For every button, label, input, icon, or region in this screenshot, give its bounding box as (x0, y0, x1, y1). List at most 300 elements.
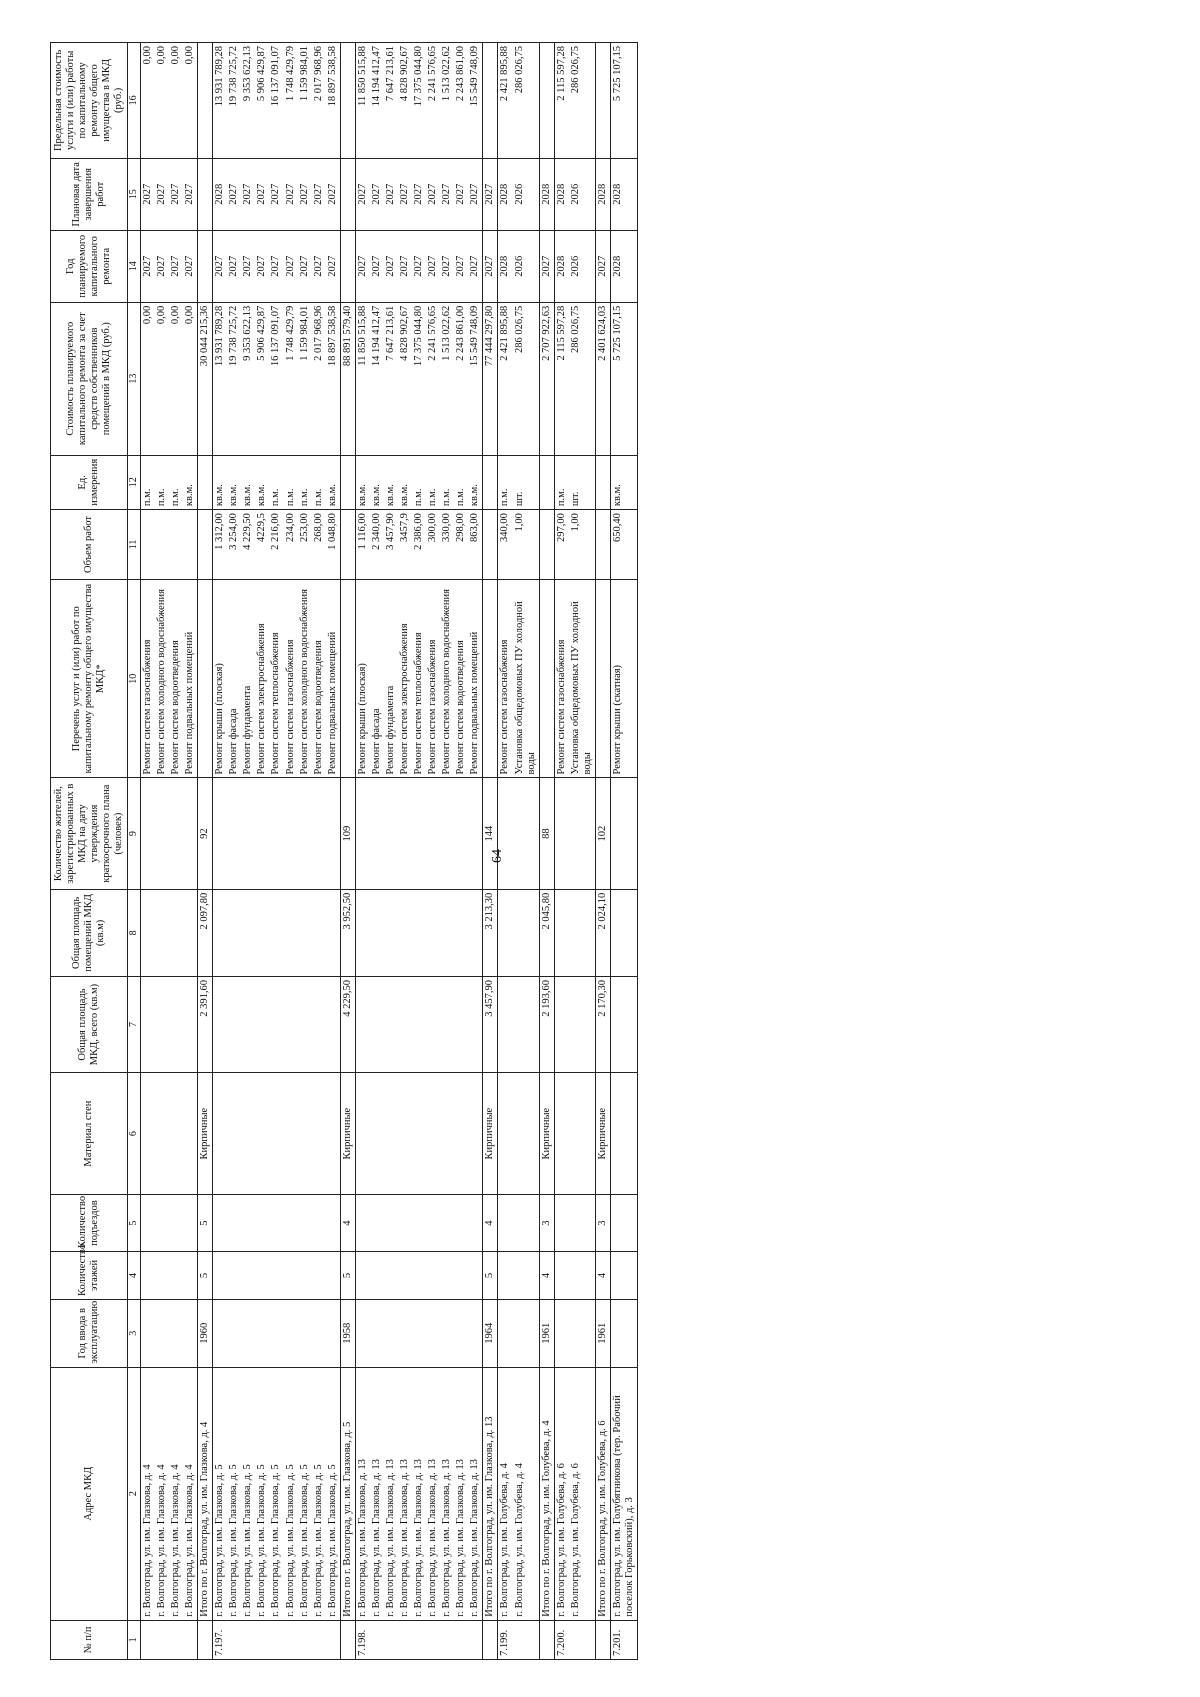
residents-cell (255, 778, 269, 889)
total-area-cell (155, 977, 169, 1073)
total-area-cell: 2 193,60 (539, 977, 554, 1073)
planned-year-cell (198, 230, 213, 302)
floors-cell (227, 1251, 241, 1299)
unit-cell (595, 455, 610, 510)
floors-cell (468, 1251, 483, 1299)
total-area-cell (298, 977, 312, 1073)
column-header: Общая площадь МКД, всего (кв.м) (51, 977, 128, 1073)
address-cell: г. Волгоград, ул. им. Голубева, д. 4 (513, 1367, 540, 1620)
address-cell: г. Волгоград, ул. им. Глазкова, д. 4 (183, 1367, 198, 1620)
work-type-cell: Ремонт систем водоотведения (312, 579, 326, 778)
column-number: 15 (128, 158, 141, 230)
residents-cell (312, 778, 326, 889)
total-area-cell (284, 977, 298, 1073)
unit-cell: п.м. (155, 455, 169, 510)
table-row (426, 43, 440, 1660)
end-date-cell: 2027 (355, 158, 370, 230)
unit-cell: шт. (513, 455, 540, 510)
table-row (412, 43, 426, 1660)
row-number (140, 1620, 155, 1659)
premises-area-cell (398, 889, 412, 976)
volume-cell: 3 254,00 (227, 510, 241, 580)
address-cell: г. Волгоград, ул. им. Глазкова, д. 4 (169, 1367, 183, 1620)
entrances-cell (610, 1195, 637, 1252)
wall-material-cell (312, 1073, 326, 1195)
table-row (468, 43, 483, 1660)
year-built-cell (183, 1299, 198, 1367)
wall-material-cell (384, 1073, 398, 1195)
total-area-cell (312, 977, 326, 1073)
work-type-cell: Ремонт систем электроснабжения (255, 579, 269, 778)
premises-area-cell (569, 889, 596, 976)
volume-cell: 4229,5 (255, 510, 269, 580)
total-area-cell (326, 977, 341, 1073)
entrances-cell (269, 1195, 283, 1252)
limit-cost-cell: 286 026,75 (569, 43, 596, 159)
table-row (284, 43, 298, 1660)
work-type-cell: Ремонт систем теплоснабжения (269, 579, 283, 778)
end-date-cell: 2027 (398, 158, 412, 230)
volume-cell: 1 312,00 (213, 510, 228, 580)
premises-area-cell (227, 889, 241, 976)
work-type-cell: Ремонт фундамента (384, 579, 398, 778)
premises-area-cell (241, 889, 255, 976)
floors-cell (498, 1251, 513, 1299)
volume-cell: 1,00 (513, 510, 540, 580)
total-area-cell: 2 391,60 (198, 977, 213, 1073)
wall-material-cell (326, 1073, 341, 1195)
entrances-cell (398, 1195, 412, 1252)
total-area-cell (454, 977, 468, 1073)
work-type-cell: Ремонт систем газоснабжения (498, 579, 513, 778)
wall-material-cell (426, 1073, 440, 1195)
work-type-cell: Ремонт подвальных помещений (326, 579, 341, 778)
wall-material-cell (155, 1073, 169, 1195)
cost-cell: 2 421 895,88 (498, 302, 513, 455)
cost-cell: 0,00 (169, 302, 183, 455)
floors-cell: 5 (483, 1251, 498, 1299)
cost-cell: 0,00 (155, 302, 169, 455)
cost-cell: 19 738 725,72 (227, 302, 241, 455)
table-row (155, 43, 169, 1660)
column-number: 8 (128, 889, 141, 976)
entrances-cell (326, 1195, 341, 1252)
column-number: 9 (128, 778, 141, 889)
planned-year-cell: 2027 (539, 230, 554, 302)
cost-cell: 1 748 429,79 (284, 302, 298, 455)
work-type-cell: Ремонт систем теплоснабжения (412, 579, 426, 778)
limit-cost-cell: 0,00 (183, 43, 198, 159)
premises-area-cell: 2 024,10 (595, 889, 610, 976)
unit-cell: п.м. (269, 455, 283, 510)
cost-cell: 5 725 107,15 (610, 302, 637, 455)
residents-cell (426, 778, 440, 889)
end-date-cell (340, 158, 355, 230)
column-number: 5 (128, 1195, 141, 1252)
floors-cell (569, 1251, 596, 1299)
planned-year-cell (340, 230, 355, 302)
planned-year-cell: 2027 (440, 230, 454, 302)
end-date-cell: 2027 (255, 158, 269, 230)
wall-material-cell (454, 1073, 468, 1195)
end-date-cell: 2027 (183, 158, 198, 230)
residents-cell (569, 778, 596, 889)
volume-cell: 2 386,00 (412, 510, 426, 580)
entrances-cell (140, 1195, 155, 1252)
row-number (340, 1620, 355, 1659)
volume-cell: 253,00 (298, 510, 312, 580)
total-area-cell (213, 977, 228, 1073)
table-row (539, 43, 554, 1660)
volume-cell: 3457,9 (398, 510, 412, 580)
residents-cell (269, 778, 283, 889)
table-row (483, 43, 498, 1660)
wall-material-cell (355, 1073, 370, 1195)
end-date-cell: 2028 (554, 158, 569, 230)
premises-area-cell (384, 889, 398, 976)
address-cell: г. Волгоград, ул. им. Глазкова, д. 5 (312, 1367, 326, 1620)
total-area-cell: 2 170,30 (595, 977, 610, 1073)
residents-cell (155, 778, 169, 889)
cost-cell: 13 931 789,28 (213, 302, 228, 455)
unit-cell (340, 455, 355, 510)
year-built-cell (569, 1299, 596, 1367)
column-header: Количество жителей, зарегистрированных в МКД на дату утверждения краткосрочного плана (человек) (51, 778, 128, 889)
premises-area-cell (213, 889, 228, 976)
floors-cell (610, 1251, 637, 1299)
year-built-cell (140, 1299, 155, 1367)
unit-cell: кв.м. (183, 455, 198, 510)
end-date-cell: 2027 (384, 158, 398, 230)
total-area-cell (370, 977, 384, 1073)
volume-cell: 298,00 (454, 510, 468, 580)
address-cell: г. Волгоград, ул. им. Глазкова, д. 13 (355, 1367, 370, 1620)
planned-year-cell: 2027 (213, 230, 228, 302)
unit-cell: кв.м. (213, 455, 228, 510)
entrances-cell: 4 (483, 1195, 498, 1252)
year-built-cell (241, 1299, 255, 1367)
total-area-cell (241, 977, 255, 1073)
residents-cell (213, 778, 228, 889)
residents-cell: 144 (483, 778, 498, 889)
premises-area-cell (468, 889, 483, 976)
planned-year-cell: 2028 (610, 230, 637, 302)
end-date-cell: 2027 (483, 158, 498, 230)
floors-cell (554, 1251, 569, 1299)
floors-cell (384, 1251, 398, 1299)
rotated-table-page (50, 42, 1180, 1660)
planned-year-cell: 2027 (140, 230, 155, 302)
total-area-cell: 3 457,90 (483, 977, 498, 1073)
entrances-cell: 4 (340, 1195, 355, 1252)
planned-year-cell: 2026 (513, 230, 540, 302)
volume-cell: 340,00 (498, 510, 513, 580)
premises-area-cell (298, 889, 312, 976)
year-built-cell (213, 1299, 228, 1367)
wall-material-cell (269, 1073, 283, 1195)
year-built-cell (454, 1299, 468, 1367)
entrances-cell (440, 1195, 454, 1252)
work-type-cell: Ремонт систем газоснабжения (284, 579, 298, 778)
work-type-cell: Ремонт подвальных помещений (183, 579, 198, 778)
residents-cell (412, 778, 426, 889)
wall-material-cell (468, 1073, 483, 1195)
residents-cell (370, 778, 384, 889)
work-type-cell (198, 579, 213, 778)
limit-cost-cell (198, 43, 213, 159)
entrances-cell (370, 1195, 384, 1252)
entrances-cell (213, 1195, 228, 1252)
total-area-cell (227, 977, 241, 1073)
column-header: Количество этажей (51, 1251, 128, 1299)
address-cell: г. Волгоград, ул. им. Глазкова, д. 13 (384, 1367, 398, 1620)
floors-cell (426, 1251, 440, 1299)
column-number: 4 (128, 1251, 141, 1299)
address-cell: г. Волгоград, ул. им. Глазкова, д. 13 (412, 1367, 426, 1620)
row-number (483, 1620, 498, 1659)
cost-cell: 2 115 597,28 (554, 302, 569, 455)
premises-area-cell (554, 889, 569, 976)
table-row (255, 43, 269, 1660)
table-row (326, 43, 341, 1660)
entrances-cell (298, 1195, 312, 1252)
year-built-cell (169, 1299, 183, 1367)
floors-cell: 4 (539, 1251, 554, 1299)
year-built-cell (554, 1299, 569, 1367)
address-cell: Итого по г. Волгоград, ул. им. Глазкова, д. 13 (483, 1367, 498, 1620)
table-row (398, 43, 412, 1660)
premises-area-cell (610, 889, 637, 976)
residents-cell (355, 778, 370, 889)
limit-cost-cell: 0,00 (155, 43, 169, 159)
column-number: 6 (128, 1073, 141, 1195)
residents-cell (513, 778, 540, 889)
wall-material-cell: Кирпичные (595, 1073, 610, 1195)
year-built-cell (370, 1299, 384, 1367)
premises-area-cell (370, 889, 384, 976)
table-row (370, 43, 384, 1660)
unit-cell: кв.м. (398, 455, 412, 510)
work-type-cell: Ремонт систем электроснабжения (398, 579, 412, 778)
end-date-cell: 2027 (227, 158, 241, 230)
premises-area-cell (183, 889, 198, 976)
residents-cell (284, 778, 298, 889)
volume-cell: 268,00 (312, 510, 326, 580)
premises-area-cell (255, 889, 269, 976)
total-area-cell (269, 977, 283, 1073)
unit-cell (539, 455, 554, 510)
unit-cell: п.м. (454, 455, 468, 510)
residents-cell (554, 778, 569, 889)
column-header: Год планируемого капитального ремонта (51, 230, 128, 302)
unit-cell: п.м. (284, 455, 298, 510)
row-number (569, 1620, 596, 1659)
year-built-cell (610, 1299, 637, 1367)
address-cell: г. Волгоград, ул. им. Глазкова, д. 5 (269, 1367, 283, 1620)
row-number (440, 1620, 454, 1659)
volume-cell (198, 510, 213, 580)
row-number (312, 1620, 326, 1659)
unit-cell: п.м. (426, 455, 440, 510)
limit-cost-cell: 0,00 (169, 43, 183, 159)
limit-cost-cell: 2 421 895,88 (498, 43, 513, 159)
column-header: Плановая дата завершения работ (51, 158, 128, 230)
end-date-cell: 2027 (440, 158, 454, 230)
table-row (554, 43, 569, 1660)
end-date-cell: 2027 (155, 158, 169, 230)
floors-cell (298, 1251, 312, 1299)
volume-cell (140, 510, 155, 580)
limit-cost-cell: 2 115 597,28 (554, 43, 569, 159)
unit-cell (483, 455, 498, 510)
planned-year-cell: 2027 (595, 230, 610, 302)
unit-cell: шт. (569, 455, 596, 510)
premises-area-cell (284, 889, 298, 976)
cost-cell: 2 401 624,03 (595, 302, 610, 455)
cost-cell: 16 137 091,07 (269, 302, 283, 455)
residents-cell: 92 (198, 778, 213, 889)
row-number: 7.201. (610, 1620, 637, 1659)
wall-material-cell (169, 1073, 183, 1195)
end-date-cell: 2028 (539, 158, 554, 230)
work-type-cell: Установка общедомовых ПУ холодной воды (569, 579, 596, 778)
cost-cell: 11 850 515,88 (355, 302, 370, 455)
limit-cost-cell: 4 828 902,67 (398, 43, 412, 159)
limit-cost-cell: 16 137 091,07 (269, 43, 283, 159)
wall-material-cell (440, 1073, 454, 1195)
floors-cell (155, 1251, 169, 1299)
floors-cell (398, 1251, 412, 1299)
unit-cell: п.м. (140, 455, 155, 510)
planned-year-cell: 2027 (155, 230, 169, 302)
address-cell: г. Волгоград, ул. им. Глазкова, д. 4 (155, 1367, 169, 1620)
work-type-cell (483, 579, 498, 778)
unit-cell: кв.м. (255, 455, 269, 510)
cost-cell: 0,00 (140, 302, 155, 455)
year-built-cell (412, 1299, 426, 1367)
unit-cell: п.м. (554, 455, 569, 510)
end-date-cell: 2027 (312, 158, 326, 230)
volume-cell: 2 340,00 (370, 510, 384, 580)
residents-cell: 109 (340, 778, 355, 889)
unit-cell: п.м. (412, 455, 426, 510)
floors-cell (513, 1251, 540, 1299)
end-date-cell: 2026 (569, 158, 596, 230)
column-number: 7 (128, 977, 141, 1073)
residents-cell: 102 (595, 778, 610, 889)
limit-cost-cell: 11 850 515,88 (355, 43, 370, 159)
planned-year-cell: 2027 (284, 230, 298, 302)
limit-cost-cell: 286 026,75 (513, 43, 540, 159)
end-date-cell: 2026 (513, 158, 540, 230)
floors-cell (454, 1251, 468, 1299)
address-cell: г. Волгоград, ул. им. Глазкова, д. 5 (284, 1367, 298, 1620)
end-date-cell: 2027 (454, 158, 468, 230)
table-row (610, 43, 637, 1660)
end-date-cell: 2027 (298, 158, 312, 230)
year-built-cell (298, 1299, 312, 1367)
column-header: Предельная стоимость услуги и (или) работы по капитальному ремонту общего имущества в МКД (руб.) (51, 43, 128, 159)
unit-cell: п.м. (498, 455, 513, 510)
table-row (454, 43, 468, 1660)
work-type-cell: Ремонт крыши (плоская) (355, 579, 370, 778)
column-number-row (128, 43, 141, 1660)
unit-cell (198, 455, 213, 510)
column-header: Год ввода в эксплуатацию (51, 1299, 128, 1367)
limit-cost-cell: 2 243 861,00 (454, 43, 468, 159)
planned-year-cell: 2027 (326, 230, 341, 302)
planned-year-cell: 2027 (426, 230, 440, 302)
table-row (312, 43, 326, 1660)
floors-cell (412, 1251, 426, 1299)
residents-cell (384, 778, 398, 889)
residents-cell (468, 778, 483, 889)
wall-material-cell (227, 1073, 241, 1195)
year-built-cell (384, 1299, 398, 1367)
total-area-cell (554, 977, 569, 1073)
table-row (513, 43, 540, 1660)
work-type-cell: Ремонт систем газоснабжения (140, 579, 155, 778)
address-cell: г. Волгоград, ул. им. Голубева, д. 6 (569, 1367, 596, 1620)
planned-year-cell: 2026 (569, 230, 596, 302)
cost-cell: 4 828 902,67 (398, 302, 412, 455)
residents-cell (183, 778, 198, 889)
floors-cell (255, 1251, 269, 1299)
entrances-cell (312, 1195, 326, 1252)
wall-material-cell: Кирпичные (198, 1073, 213, 1195)
table-body (140, 43, 637, 1660)
table-row (440, 43, 454, 1660)
row-number (412, 1620, 426, 1659)
total-area-cell (398, 977, 412, 1073)
entrances-cell (468, 1195, 483, 1252)
premises-area-cell (326, 889, 341, 976)
work-type-cell: Ремонт крыши (плоская) (213, 579, 228, 778)
limit-cost-cell (595, 43, 610, 159)
entrances-cell (169, 1195, 183, 1252)
address-cell: г. Волгоград, ул. им. Глазкова, д. 13 (440, 1367, 454, 1620)
row-number (198, 1620, 213, 1659)
total-area-cell (426, 977, 440, 1073)
entrances-cell (426, 1195, 440, 1252)
cost-cell: 2 017 968,96 (312, 302, 326, 455)
year-built-cell (269, 1299, 283, 1367)
year-built-cell (227, 1299, 241, 1367)
planned-year-cell: 2028 (498, 230, 513, 302)
volume-cell: 650,40 (610, 510, 637, 580)
wall-material-cell (213, 1073, 228, 1195)
entrances-cell (554, 1195, 569, 1252)
year-built-cell (312, 1299, 326, 1367)
residents-cell (241, 778, 255, 889)
year-built-cell (513, 1299, 540, 1367)
residents-cell (454, 778, 468, 889)
total-area-cell (183, 977, 198, 1073)
cost-cell: 30 044 215,36 (198, 302, 213, 455)
entrances-cell (355, 1195, 370, 1252)
column-header: Количество подъездов (51, 1195, 128, 1252)
column-header: Объем работ (51, 510, 128, 580)
unit-cell: п.м. (298, 455, 312, 510)
total-area-cell (355, 977, 370, 1073)
wall-material-cell (610, 1073, 637, 1195)
address-cell: г. Волгоград, ул. им. Глазкова, д. 13 (454, 1367, 468, 1620)
work-type-cell: Ремонт фасада (227, 579, 241, 778)
entrances-cell (498, 1195, 513, 1252)
limit-cost-cell: 1 159 984,01 (298, 43, 312, 159)
total-area-cell: 4 229,50 (340, 977, 355, 1073)
work-type-cell: Ремонт систем холодного водоснабжения (440, 579, 454, 778)
